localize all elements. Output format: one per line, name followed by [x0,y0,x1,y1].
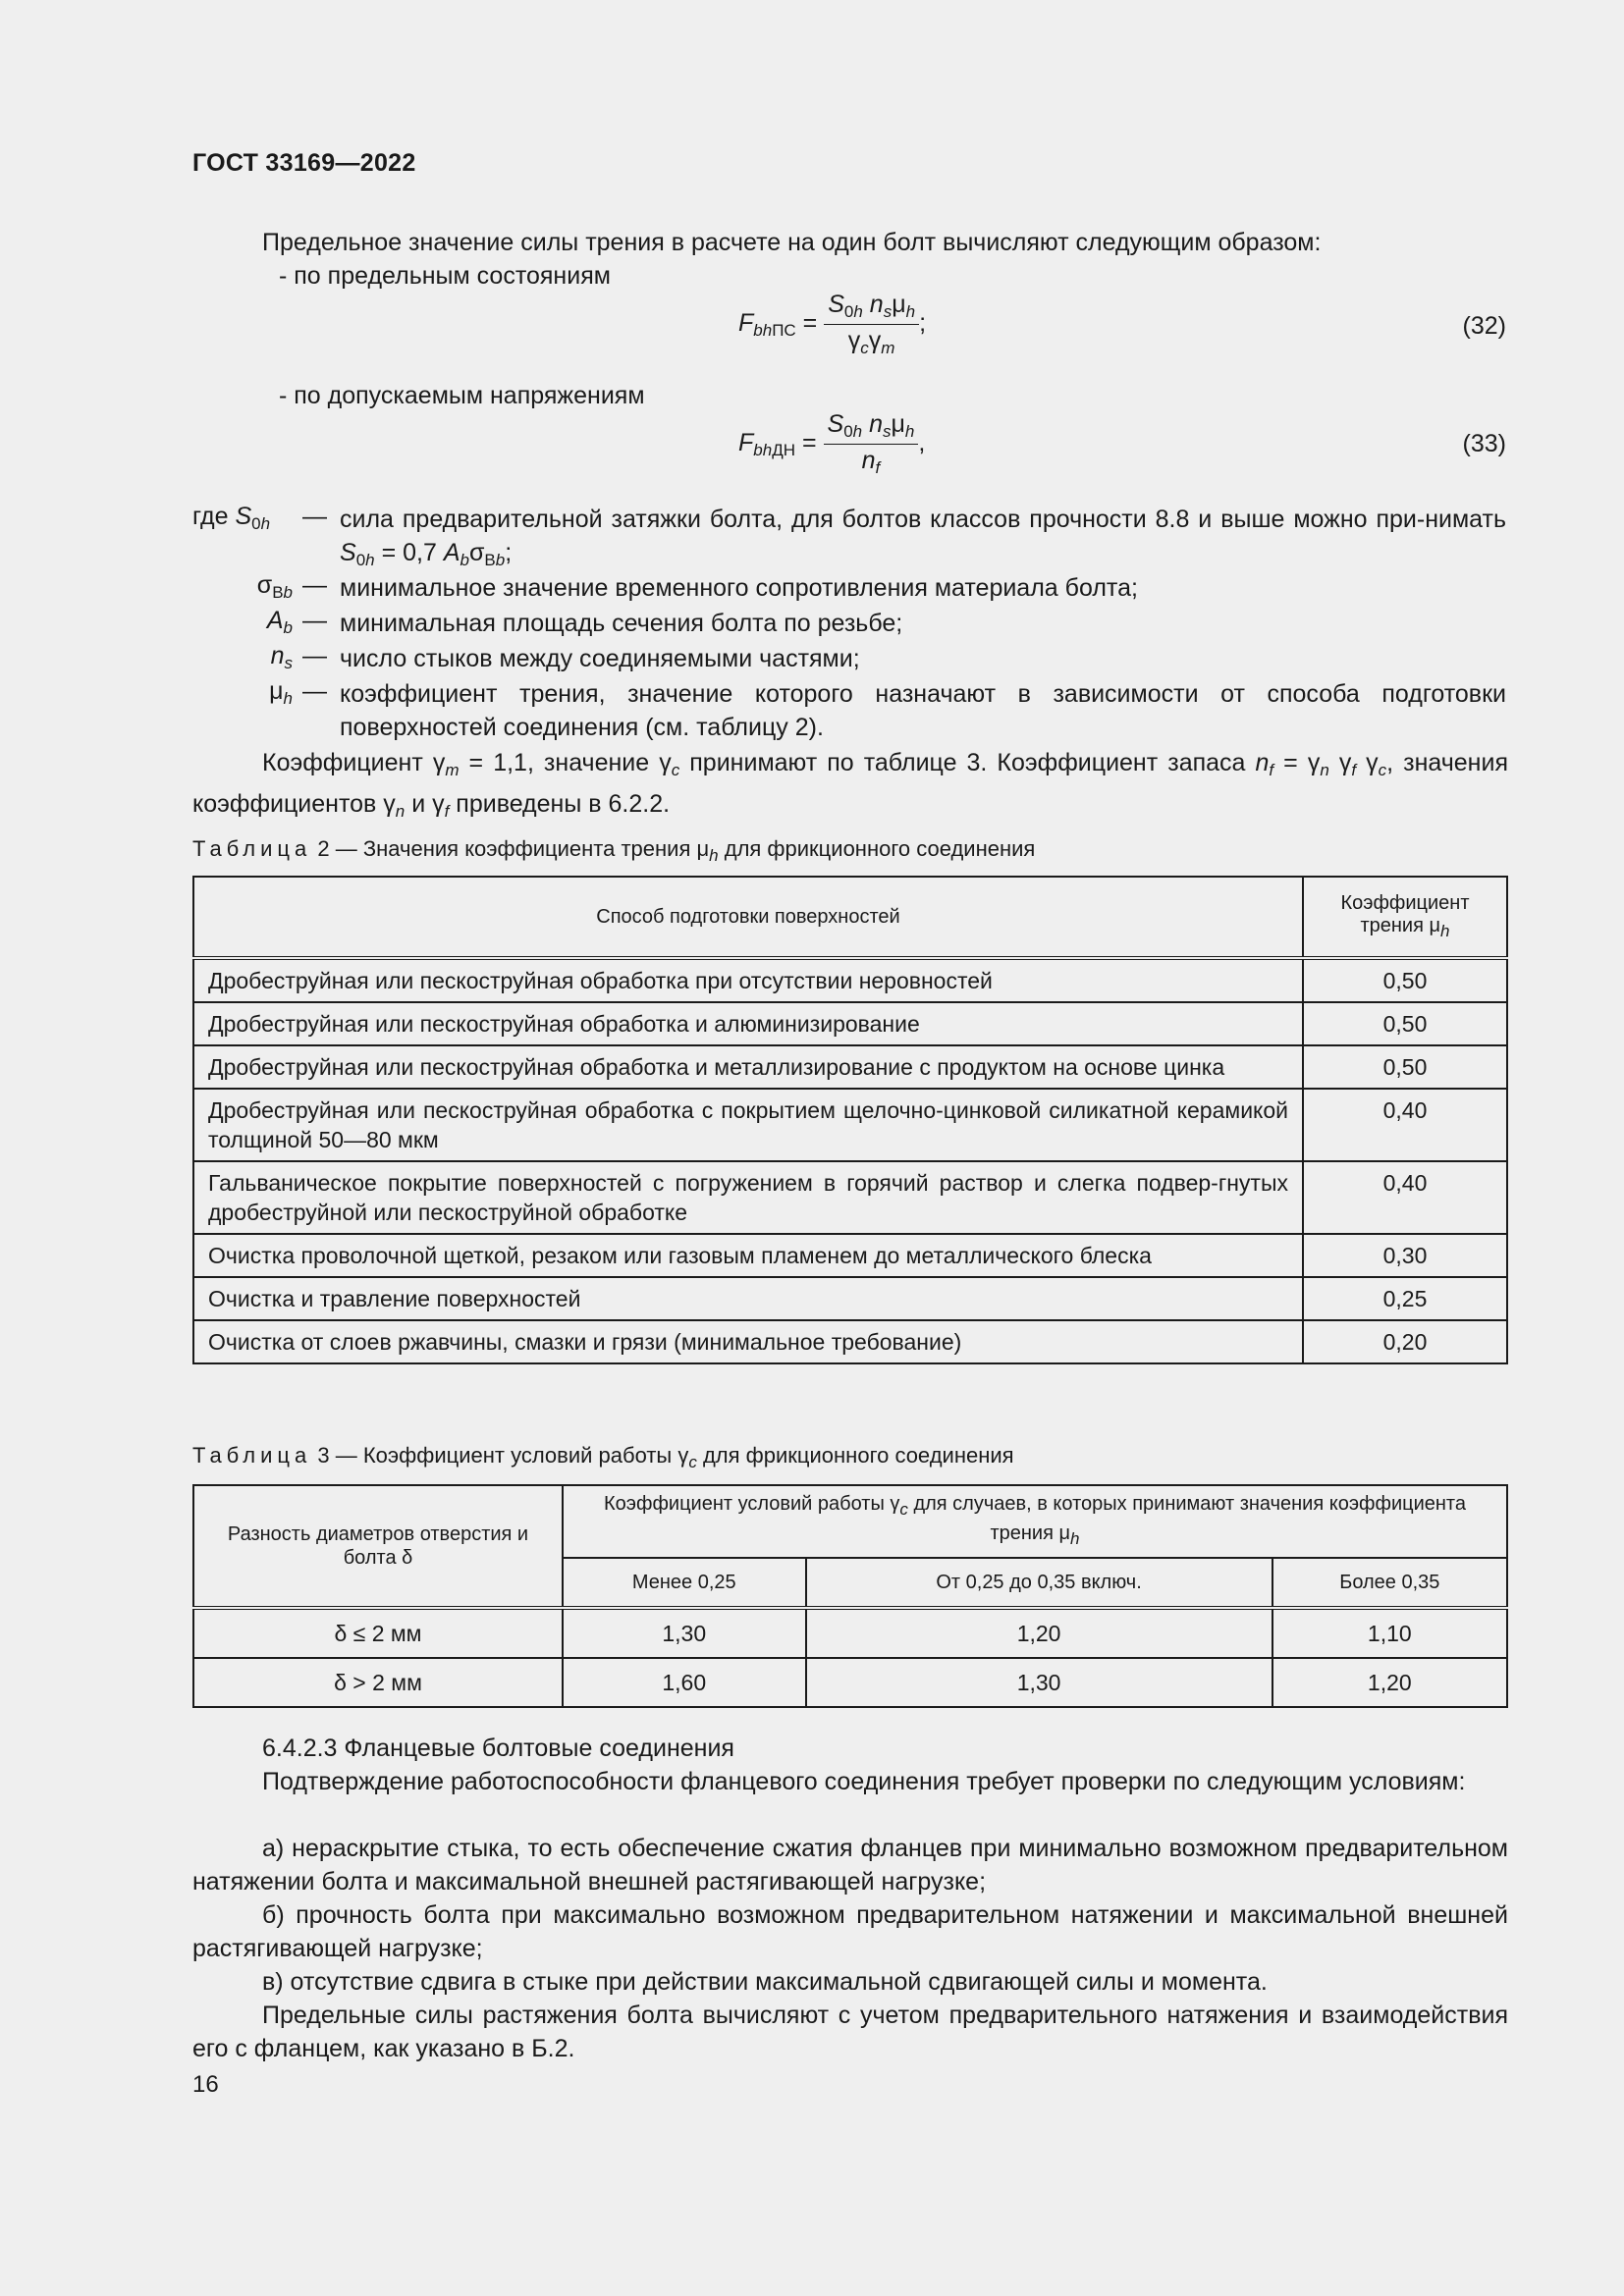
section-paragraph: в) отсутствие сдвига в стыке при действии максимальной сдвигающей силы и момента. [262,1968,1268,1996]
def-label-ab: $A_b$ [266,607,293,637]
def-text-sigma: минимальное значение временного сопротивления материала болта; [340,574,1138,602]
value-cell: 0,25 [1303,1277,1507,1320]
value-cell: 1,10 [1272,1608,1507,1658]
def-label-ns: $n_s$ [270,642,293,672]
table3-caption: Таблица 3 — Коэффициент условий работы $\gamma_c$ для фрикционного соединения [192,1443,1014,1471]
work-conditions-table [192,1484,1508,1708]
value-cell: 0,20 [1303,1320,1507,1363]
def-text-ab: минимальная площадь сечения болта по резьбе; [340,610,903,637]
value-cell: 1,20 [1272,1658,1507,1707]
method-cell: Дробеструйная или пескоструйная обработка и металлизирование с продуктом на основе цинка [193,1045,1303,1089]
def-dash: — [302,503,327,530]
formula-32-fraction: $\frac{S_{0h} n_s\mu_h}{\gamma_c\gamma_m}$ [824,291,919,358]
table2-header-coef: Коэффициент трения $\mu_h$ [1303,877,1507,958]
section-paragraph: Предельные силы растяжения болта вычисляют с учетом предварительного натяжения и взаимодействия его с фланцем, как указано в Б.2. [192,2002,1508,2062]
table-row [193,958,1507,1002]
value-cell: 1,30 [806,1658,1272,1707]
def-text-ns: число стыков между соединяемыми частями; [340,645,860,672]
formula-33: $F_{bhДН}$ = $\frac{S_{0h} n_s\mu_h}{n_f}$ , [738,410,926,477]
def-label-sigma: $\sigma_{Bb}$ [256,571,293,602]
def-dash: — [302,571,327,599]
method-cell: Дробеструйная или пескоструйная обработка с покрытием щелочно-цинковой силикатной керамикой толщиной 50—80 мкм [193,1089,1303,1161]
friction-coefficient-table [192,876,1508,1364]
method-cell: Очистка и травление поверхностей [193,1277,1303,1320]
section-paragraph: а) нераскрытие стыка, то есть обеспечение сжатия фланцев при минимально возможном предварительном натяжении болта и максимальной внешней растягивающей нагрузке; [192,1835,1508,1896]
formula-33-fraction: $\frac{S_{0h} n_s\mu_h}{n_f}$ [824,410,919,478]
section-heading: 6.4.2.3 Фланцевые болтовые соединения [262,1735,734,1762]
value-cell: 0,50 [1303,1002,1507,1045]
table3-subheader: От 0,25 до 0,35 включ. [806,1558,1272,1608]
method-cell: Очистка от слоев ржавчины, смазки и грязи (минимальное требование) [193,1320,1303,1363]
coefficient-paragraph: Коэффициент $\gamma_m = 1,1$, значение $\gamma_c$ принимают по таблице 3. Коэффициент запаса $n_f = \gamma_n$ $\gamma_f$ $\gamma_c$, значения коэффициентов $\gamma_n$ и $\gamma_f$ приведены в 6.2.2. [192,749,1508,821]
method-cell: Очистка проволочной щеткой, резаком или газовым пламенем до металлического блеска [193,1234,1303,1277]
formula-32: $F_{bhПС}$ = $\frac{S_{0h} n_s\mu_h}{\gamma_c\gamma_m}$ ; [738,291,927,357]
table-row [193,1320,1507,1363]
value-cell: 0,30 [1303,1234,1507,1277]
method-cell: Дробеструйная или пескоструйная обработка и алюминизирование [193,1002,1303,1045]
page-number: 16 [192,2071,219,2098]
value-cell: 0,50 [1303,1045,1507,1089]
intro-limit-states: - по предельным состояниям [279,262,611,290]
formula-33-number: (33) [1462,430,1506,457]
table2-caption: Таблица 2 — Значения коэффициента трения $\mu_h$ для фрикционного соединения [192,836,1036,865]
value-cell: 0,50 [1303,958,1507,1002]
table-row [193,1161,1507,1234]
value-cell: 0,40 [1303,1161,1507,1234]
def-text-s0h: сила предварительной затяжки болта, для болтов классов прочности 8.8 и выше можно при-нимать $S_{0h} = 0,7$ $A_b\sigma_{Bb}$; [340,506,1506,569]
def-text-mu: коэффициент трения, значение которого назначают в зависимости от способа подготовки поверхностей соединения (см. таблицу 2). [340,680,1506,741]
table2-header-method: Способ подготовки поверхностей [193,877,1303,958]
def-label-mu: $\mu_h$ [269,677,293,708]
table3-header-coef: Коэффициент условий работы $\gamma_c$ для случаев, в которых принимают значения коэффициента трения $\mu_h$ [563,1485,1507,1558]
table-row [193,1089,1507,1161]
value-cell: 1,60 [563,1658,806,1707]
intro-allowable-stresses: - по допускаемым напряжениям [279,382,645,409]
table-row [193,1658,1507,1707]
def-label-s0h: где $S_{0h}$ [192,503,271,533]
document-header: ГОСТ 33169—2022 [192,149,416,177]
value-cell: 1,30 [563,1608,806,1658]
row-label: δ > 2 мм [193,1658,563,1707]
table3-subheader: Менее 0,25 [563,1558,806,1608]
table-row [193,1234,1507,1277]
def-dash: — [302,607,327,634]
table-row [193,1608,1507,1658]
value-cell: 0,40 [1303,1089,1507,1161]
method-cell: Дробеструйная или пескоструйная обработка при отсутствии неровностей [193,958,1303,1002]
table-row [193,1277,1507,1320]
def-dash: — [302,642,327,669]
value-cell: 1,20 [806,1608,1272,1658]
table-row [193,1045,1507,1089]
table3-subheader: Более 0,35 [1272,1558,1507,1608]
table-row [193,1002,1507,1045]
method-cell: Гальваническое покрытие поверхностей с погружением в горячий раствор и слегка подвер-гнутых дробеструйной или пескоструйной обработке [193,1161,1303,1234]
intro-line: Предельное значение силы трения в расчете на один болт вычисляют следующим образом: [262,229,1322,256]
section-paragraph: Подтверждение работоспособности фланцевого соединения требует проверки по следующим условиям: [262,1768,1466,1795]
table3-header-diff: Разность диаметров отверстия и болта δ [193,1485,563,1608]
section-paragraph: б) прочность болта при максимально возможном предварительном натяжении и максимальной внешней растягивающей нагрузке; [192,1901,1508,1962]
row-label: δ ≤ 2 мм [193,1608,563,1658]
def-dash: — [302,677,327,705]
formula-32-number: (32) [1462,312,1506,340]
